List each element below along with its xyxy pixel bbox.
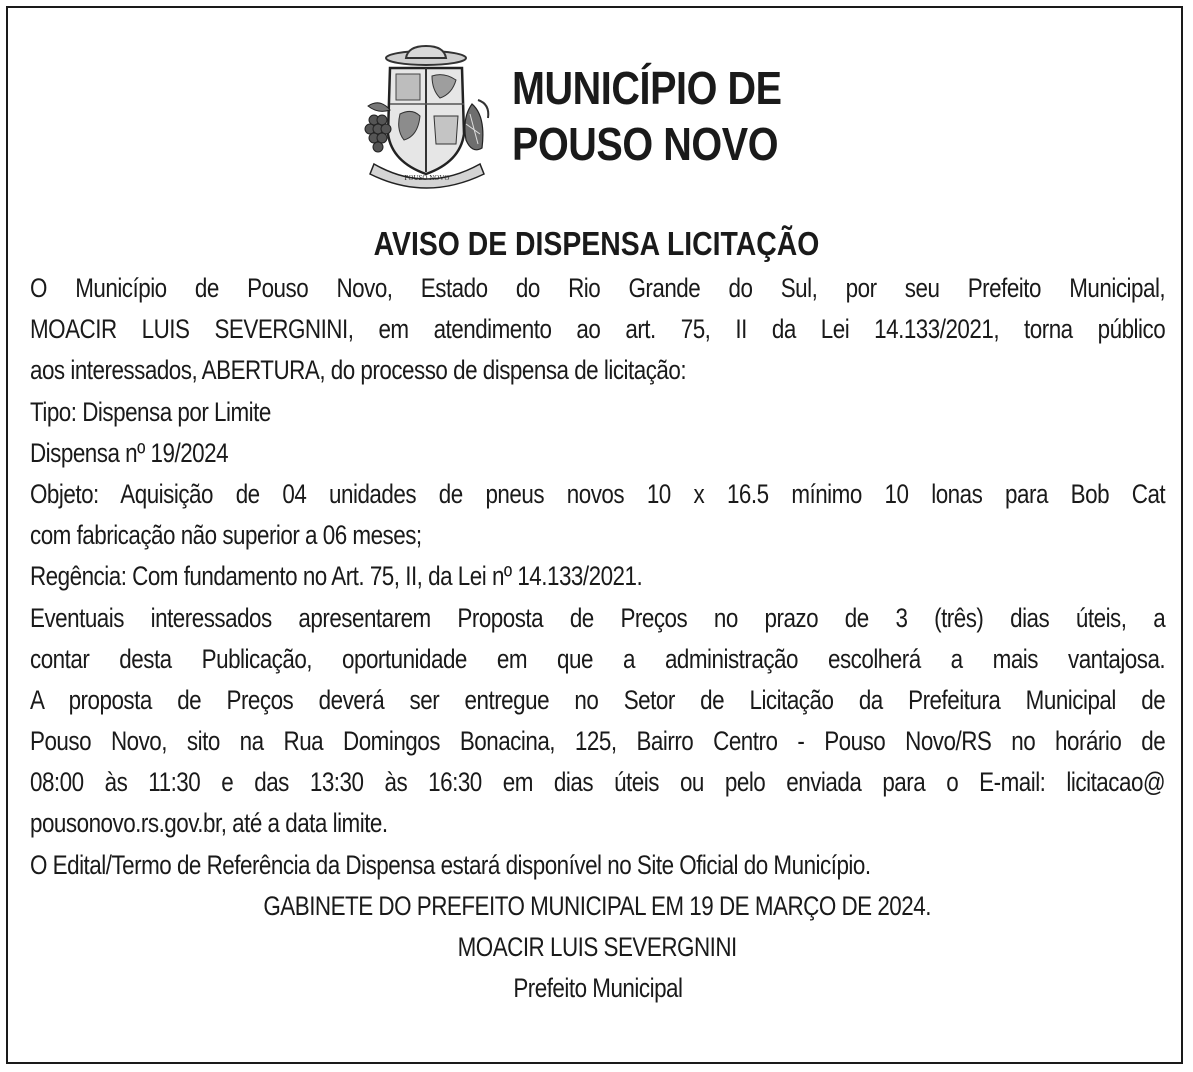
body-line: com fabricação não superior a 06 meses; [30, 520, 422, 551]
body-line: contar desta Publicação, oportunidade em que a administração escolherá a mais vantajosa. [30, 643, 1166, 674]
body-line: 08:00 às 11:30 e das 13:30 às 16:30 em dias úteis ou pelo enviada para o E-mail: licitacao@ [30, 767, 1166, 798]
notice-body [30, 268, 1165, 1009]
emblem-ribbon-text: POUSO NOVO [404, 174, 450, 182]
signer-name: MOACIR LUIS SEVERGNINI [457, 932, 738, 962]
municipality-title-line1: MUNICÍPIO DE [512, 62, 782, 114]
closing-place-date: GABINETE DO PREFEITO MUNICIPAL EM 19 DE MARÇO DE 2024. [263, 890, 932, 921]
municipal-coat-of-arms-logo [360, 44, 494, 190]
body-line-regencia: Regência: Com fundamento no Art. 75, II, da Lei nº 14.133/2021. [30, 561, 643, 592]
body-line: Eventuais interessados apresentarem Proposta de Preços no prazo de 3 (três) dias úteis, a [30, 602, 1166, 633]
municipality-title [512, 60, 782, 172]
body-line: O Edital/Termo de Referência da Dispensa estará disponível no Site Oficial do Município. [30, 849, 871, 880]
body-line-dispensa-number: Dispensa nº 19/2024 [30, 437, 229, 468]
signer-title: Prefeito Municipal [512, 973, 683, 1004]
body-line: MOACIR LUIS SEVERGNINI, em atendimento ao art. 75, II da Lei 14.133/2021, torna público [30, 314, 1166, 345]
body-line: Pouso Novo, sito na Rua Domingos Bonacina, 125, Bairro Centro - Pouso Novo/RS no horário de [30, 726, 1166, 757]
municipality-title-line2: POUSO NOVO [512, 118, 779, 170]
body-line: pousonovo.rs.gov.br, até a data limite. [30, 808, 388, 839]
header [360, 44, 840, 194]
body-line-type: Tipo: Dispensa por Limite [30, 396, 271, 427]
body-line: O Município de Pouso Novo, Estado do Rio Grande do Sul, por seu Prefeito Municipal, [30, 273, 1166, 303]
notice-title: AVISO DE DISPENSA LICITAÇÃO [373, 225, 820, 262]
body-line-object: Objeto: Aquisição de 04 unidades de pneus novos 10 x 16.5 mínimo 10 lonas para Bob Cat [30, 478, 1166, 509]
body-line: A proposta de Preços deverá ser entregue no Setor de Licitação da Prefeitura Municipal de [30, 684, 1166, 715]
body-line: aos interessados, ABERTURA, do processo de dispensa de licitação: [30, 355, 687, 386]
